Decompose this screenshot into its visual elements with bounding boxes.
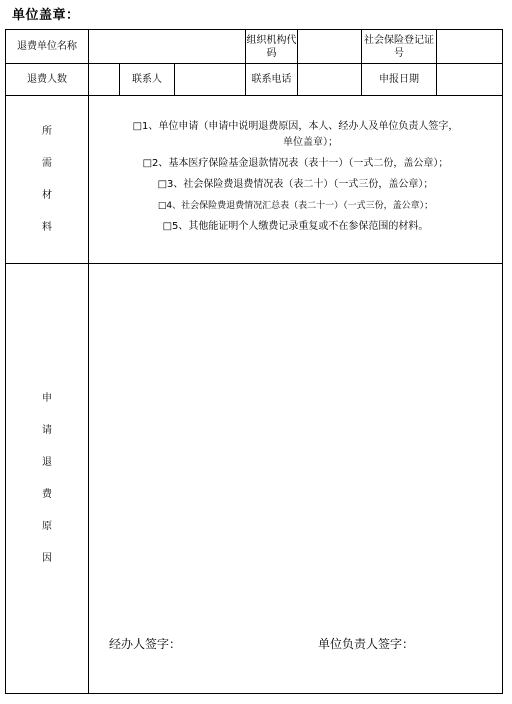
contact-label: 联系人: [120, 64, 175, 96]
unit-stamp-label: 单位盖章：: [12, 8, 80, 23]
social-reg-field[interactable]: [437, 30, 503, 64]
phone-label: 联系电话: [246, 64, 298, 96]
form-row-contact-info: [6, 64, 503, 96]
date-field[interactable]: [437, 64, 503, 96]
reason-label-char: 原: [42, 521, 52, 532]
material-item-text: □1、单位申请（申请中说明退费原因，本人、经办人及单位负责人签字，: [132, 121, 459, 132]
reason-label: [6, 264, 89, 694]
material-item-4[interactable]: [89, 198, 502, 214]
material-item-1[interactable]: [89, 119, 502, 151]
reason-label-char: 因: [42, 553, 52, 564]
contact-field[interactable]: [175, 64, 246, 96]
form-row-reason: [6, 264, 503, 694]
material-item-2[interactable]: [89, 156, 502, 172]
reason-label-char: 退: [42, 457, 52, 468]
social-reg-label: 社会保险登记证号: [362, 30, 437, 64]
refund-count-field[interactable]: [89, 64, 120, 96]
materials-label-char: 料: [42, 222, 52, 233]
reason-label-char: 费: [42, 489, 52, 500]
materials-label: [6, 96, 89, 264]
refund-count-label: 退费人数: [6, 64, 89, 96]
unit-head-signature-label: 单位负责人签字：: [318, 637, 415, 651]
unit-name-field[interactable]: [89, 30, 246, 64]
date-label: 申报日期: [362, 64, 437, 96]
material-item-cont: 单位盖章）；: [283, 137, 338, 148]
org-code-label: 组织机构代码: [246, 30, 298, 64]
form-row-materials: [6, 96, 503, 264]
handler-signature-label: 经办人签字：: [109, 637, 182, 651]
phone-field[interactable]: [298, 64, 362, 96]
material-item-text: □2、基本医疗保险基金退款情况表（表十一）（一式二份，盖公章）；: [142, 158, 449, 169]
reason-label-char: 请: [42, 425, 52, 436]
material-item-5[interactable]: [89, 219, 502, 235]
material-item-text: □5、其他能证明个人缴费记录重复或不在参保范围的材料。: [162, 221, 429, 232]
material-item-3[interactable]: [89, 177, 502, 193]
refund-application-form: [5, 29, 503, 694]
unit-name-label: 退费单位名称: [6, 30, 89, 64]
material-item-text: □3、社会保险费退费情况表（表二十）（一式三份，盖公章）；: [157, 179, 434, 190]
materials-label-char: 材: [42, 190, 52, 201]
materials-label-char: 所: [42, 126, 52, 137]
form-row-unit-info: [6, 30, 503, 64]
material-item-text: □4、社会保险费退费情况汇总表（表二十一）（一式三份，盖公章）；: [157, 201, 434, 211]
org-code-field[interactable]: [298, 30, 362, 64]
materials-label-char: 需: [42, 158, 52, 169]
materials-list: [89, 96, 503, 264]
reason-text-area[interactable]: [89, 264, 503, 694]
reason-label-char: 申: [42, 393, 52, 404]
